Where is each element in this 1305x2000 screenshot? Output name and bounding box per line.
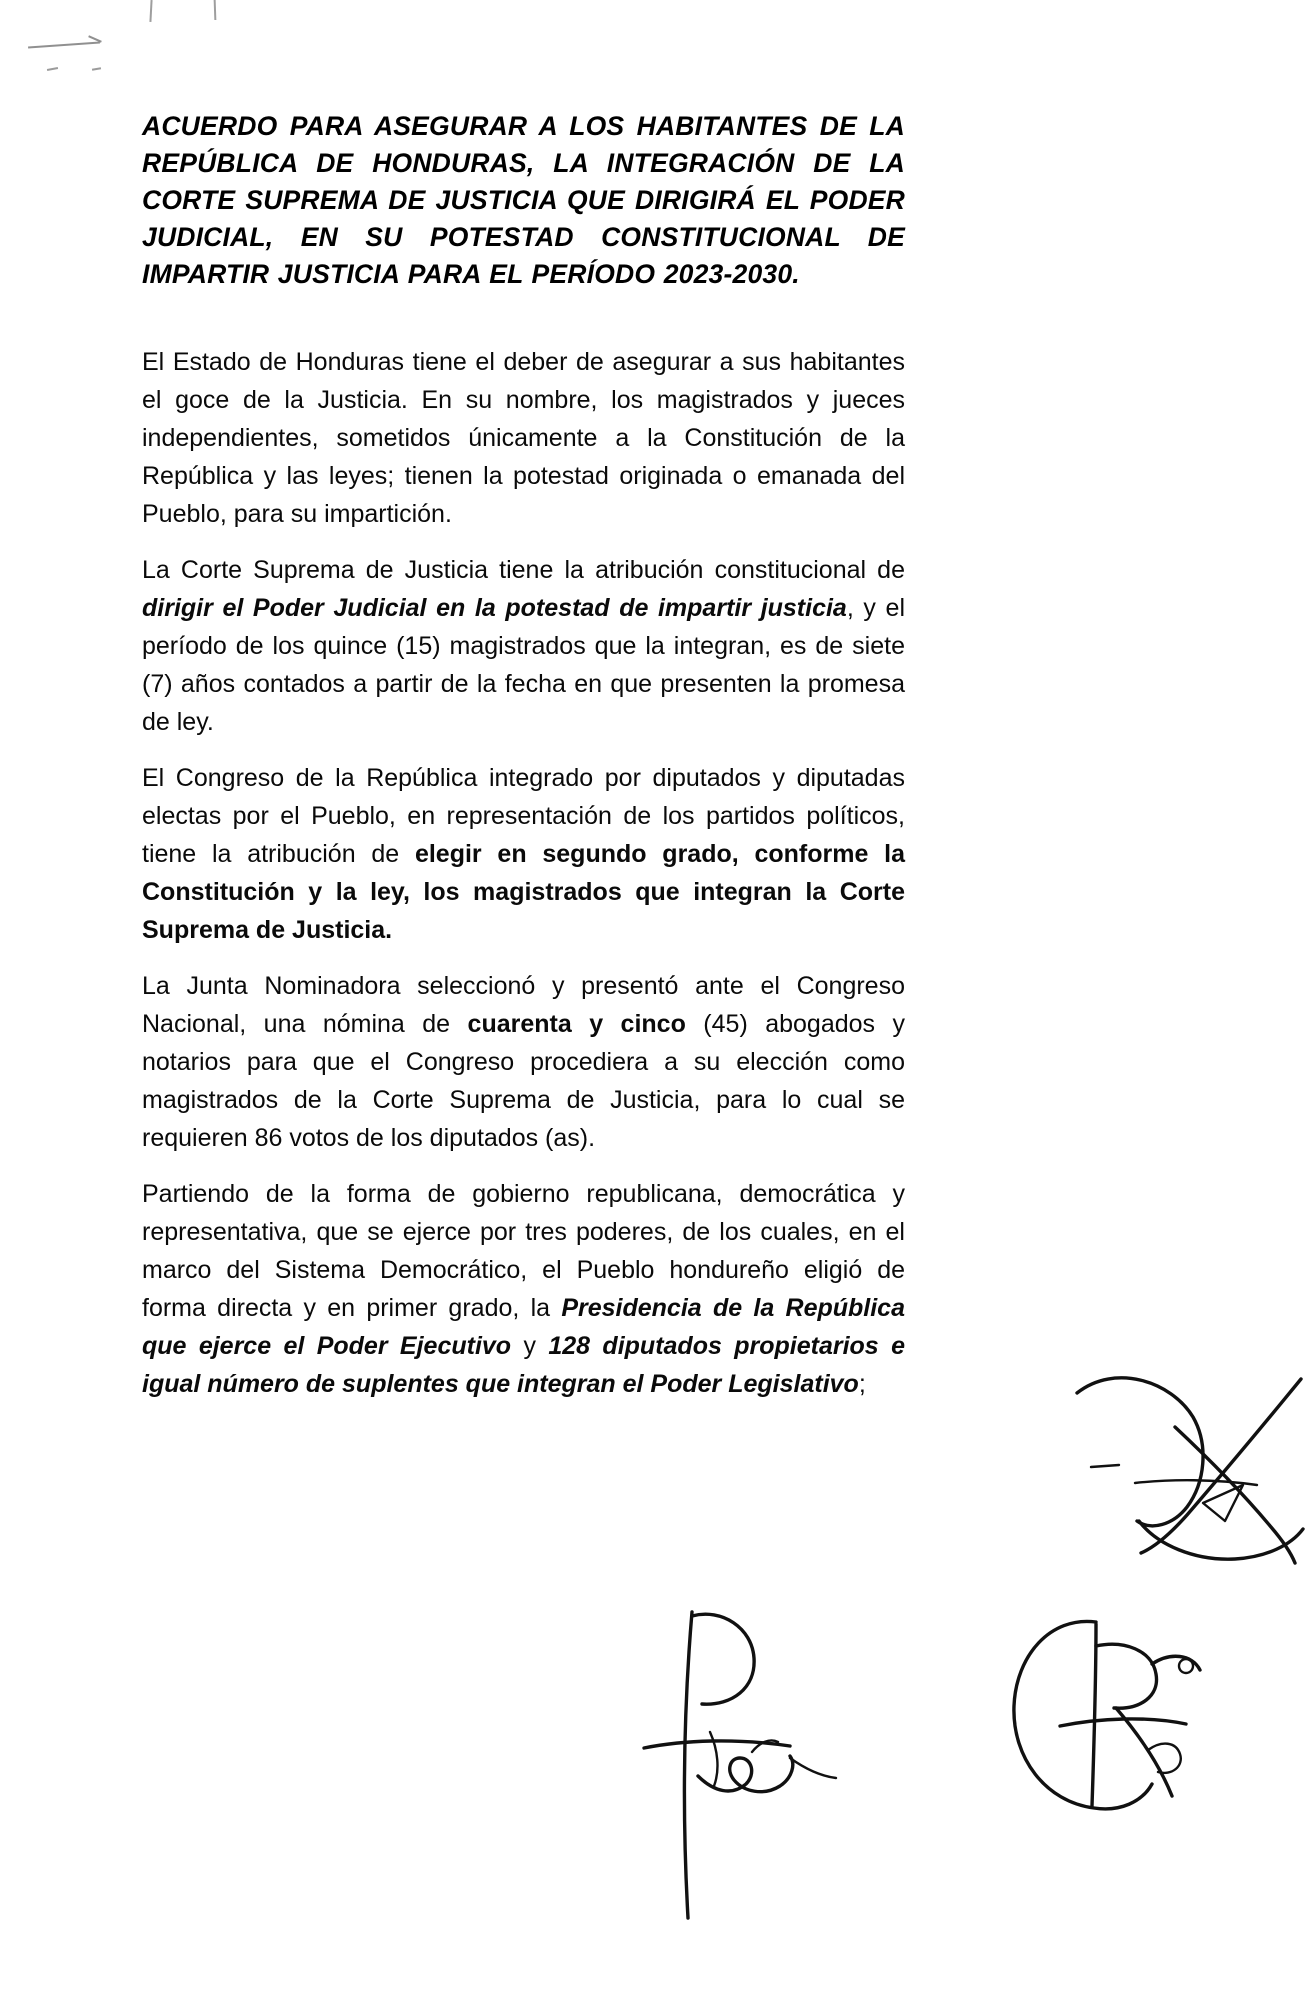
signature-center-bottom <box>640 1600 860 1930</box>
paragraph-1-run-1: El Estado de Honduras tiene el deber de asegurar a sus habitantes el goce de la Justicia. En su nombre, los magistrados y jueces independientes, sometidos únicamente a la Constitución de la República y las leyes; tienen la potestad originada o emanada del Pueblo, para su impartición. <box>142 348 905 528</box>
paragraph-4-run-3: (45) abogados y notarios para que el Congreso procediera a su elección como magistrados de la Corte Suprema de Justicia, para lo cual se requieren 86 votos de los diputados (as). <box>142 1010 905 1152</box>
paragraph-3-emphasis: elegir en segundo grado, conforme la Constitución y la ley, los magistrados que integran la Corte Suprema de Justicia. <box>142 840 905 944</box>
paragraph-2 <box>142 551 905 741</box>
signature-stamp-right <box>1000 1600 1230 1850</box>
paragraph-5-run-5: ; <box>858 1370 866 1398</box>
paragraph-2-run-1: La Corte Suprema de Justicia tiene la atribución constitucional de <box>142 556 905 584</box>
scan-artifact-mark <box>28 41 100 48</box>
document-title: ACUERDO PARA ASEGURAR A LOS HABITANTES DE LA REPÚBLICA DE HONDURAS, LA INTEGRACIÓN DE LA CORTE SUPREMA DE JUSTICIA QUE DIRIGIRÁ EL PODER JUDICIAL, EN SU POTESTAD CONSTITUCIONAL DE IMPARTIR JUSTICIA PARA EL PERÍODO 2023-2030. <box>142 111 905 289</box>
paragraph-4-emphasis: cuarenta y cinco <box>467 1010 686 1038</box>
paragraph-4 <box>142 967 905 1157</box>
scan-artifact-mark <box>149 0 152 22</box>
scan-artifact-mark <box>214 0 217 20</box>
paragraph-5-emphasis-2: 128 diputados propietarios e igual número de suplentes que integran el Poder Legislativo <box>142 1332 905 1398</box>
paragraph-5 <box>142 1175 905 1403</box>
paragraph-5-run-3: y <box>511 1332 549 1360</box>
paragraph-2-emphasis: dirigir el Poder Judicial en la potestad de impartir justicia <box>142 594 847 622</box>
paragraph-2-run-3: , y el período de los quince (15) magistrados que la integran, es de siete (7) años contados a partir de la fecha en que presenten la promesa de ley. <box>142 594 905 736</box>
paragraph-5-run-1: Partiendo de la forma de gobierno republicana, democrática y representativa, que se ejerce por tres poderes, de los cuales, en el marco del Sistema Democrático, el Pueblo hondureño eligió de forma directa y en primer grado, la <box>142 1180 905 1322</box>
paragraph-3 <box>142 759 905 949</box>
scan-artifact-mark <box>47 67 58 71</box>
paragraph-3-run-1: El Congreso de la República integrado por diputados y diputadas electas por el Pueblo, en representación de los partidos políticos, tiene la atribución de <box>142 764 905 868</box>
signature-right-margin <box>1075 1375 1305 1575</box>
document-body <box>142 108 905 1403</box>
scan-artifact-mark <box>92 67 101 71</box>
paragraph-4-run-1: La Junta Nominadora seleccionó y presentó ante el Congreso Nacional, una nómina de <box>142 972 905 1038</box>
paragraph-5-emphasis-1: Presidencia de la República que ejerce el Poder Ejecutivo <box>142 1294 905 1360</box>
paragraph-1 <box>142 343 905 533</box>
